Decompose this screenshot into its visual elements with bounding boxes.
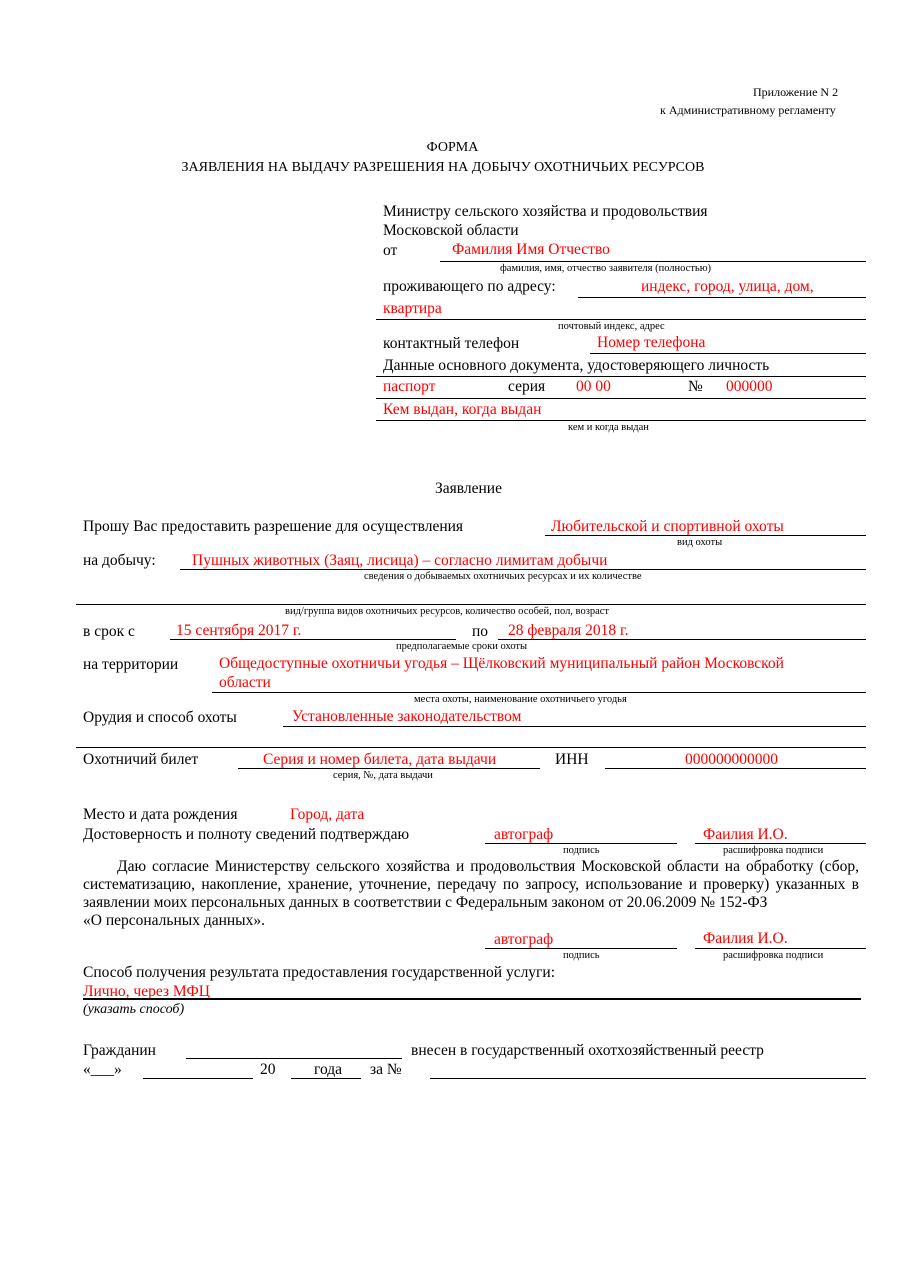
tools-label: Орудия и способ охоты bbox=[83, 709, 237, 726]
registry-month-underline bbox=[143, 1078, 253, 1079]
decode-hint: расшифровка подписи bbox=[723, 845, 824, 856]
birth-field[interactable]: Город, дата bbox=[290, 806, 365, 823]
address-underline-1 bbox=[578, 297, 866, 298]
term-to-field[interactable]: 28 февраля 2018 г. bbox=[508, 622, 629, 639]
prey-hint: сведения о добываемых охотничьих ресурсах и их количестве bbox=[364, 571, 642, 582]
applicant-name-underline bbox=[440, 261, 866, 262]
address-hint: почтовый индекс, адрес bbox=[558, 321, 665, 332]
consent-last-line: «О персональных данных». bbox=[83, 912, 265, 929]
territory-underline bbox=[212, 692, 866, 693]
ticket-label: Охотничий билет bbox=[83, 751, 199, 768]
id-document-label: Данные основного документа, удостоверяющего личность bbox=[383, 357, 770, 374]
decode-underline bbox=[695, 843, 866, 844]
signature2-field[interactable]: автограф bbox=[494, 931, 554, 948]
phone-field[interactable]: Номер телефона bbox=[597, 334, 706, 351]
method-label: Способ получения результата предоставления государственной услуги: bbox=[83, 964, 556, 981]
doc-data-underline bbox=[376, 398, 866, 399]
prey-label: на добычу: bbox=[83, 552, 156, 569]
inn-label: ИНН bbox=[555, 751, 589, 768]
territory-label: на территории bbox=[83, 656, 179, 673]
ticket-underline bbox=[238, 768, 540, 769]
consent-text: Даю согласие Министерству сельского хозяйства и продовольствия Московской области на обработку (сбор, систематизацию, накопление, хранение, уточнение, передачу по запросу, использование и проверку) указанных в заявлении моих персональных данных в соответствии с Федеральным законом от 20.06.2009 № 152-ФЗ bbox=[83, 858, 859, 911]
prey-field[interactable]: Пушных животных (Заяц, лисица) – согласно лимитам добычи bbox=[192, 552, 608, 569]
signature-underline bbox=[485, 843, 677, 844]
term-to-underline bbox=[498, 639, 866, 640]
registry-year-label: года bbox=[314, 1061, 343, 1078]
registry-day: «___» bbox=[83, 1061, 122, 1078]
decode2-underline bbox=[695, 948, 866, 949]
issued-by-hint: кем и когда выдан bbox=[568, 422, 649, 433]
request-label: Прошу Вас предоставить разрешение для осуществления bbox=[83, 518, 464, 535]
address-field-line2[interactable]: квартира bbox=[383, 300, 442, 317]
series-label: серия bbox=[508, 378, 546, 395]
address-field-line1[interactable]: индекс, город, улица, дом, bbox=[641, 278, 814, 295]
registry-year-prefix: 20 bbox=[260, 1061, 276, 1078]
prey-underline bbox=[180, 569, 866, 570]
statement-heading: Заявление bbox=[435, 480, 502, 497]
citizen-underline bbox=[186, 1058, 402, 1059]
signature-hint: подпись bbox=[563, 845, 600, 856]
phone-underline bbox=[590, 353, 866, 354]
method-hint: (указать способ) bbox=[83, 1002, 185, 1017]
species-hint: вид/группа видов охотничьих ресурсов, количество особей, пол, возраст bbox=[285, 606, 610, 617]
term-hint: предполагаемые сроки охоты bbox=[396, 641, 528, 652]
confirm-label: Достоверность и полноту сведений подтверждаю bbox=[83, 826, 410, 843]
applicant-name-hint: фамилия, имя, отчество заявителя (полностью) bbox=[500, 263, 712, 274]
phone-label: контактный телефон bbox=[383, 335, 520, 352]
ticket-hint: серия, №, дата выдачи bbox=[333, 770, 433, 781]
decode-field[interactable]: Фаилия И.О. bbox=[703, 826, 788, 843]
hunt-type-hint: вид охоты bbox=[677, 537, 723, 548]
doc-number-label: № bbox=[688, 378, 703, 395]
address-underline-2 bbox=[376, 319, 866, 320]
tools-underline-2 bbox=[76, 747, 866, 748]
appendix-reference: к Административному регламенту bbox=[660, 103, 836, 117]
doc-number-field[interactable]: 000000 bbox=[726, 378, 773, 395]
territory-field-line1[interactable]: Общедоступные охотничьи угодья – Щёлковский муниципальный район Московской bbox=[219, 655, 784, 672]
hunt-type-field[interactable]: Любительской и спортивной охоты bbox=[551, 518, 784, 535]
method-underline bbox=[83, 998, 861, 1000]
registry-number-label: за № bbox=[370, 1061, 402, 1078]
applicant-name-field[interactable]: Фамилия Имя Отчество bbox=[452, 241, 610, 258]
registry-number-underline bbox=[430, 1078, 866, 1079]
issued-by-field[interactable]: Кем выдан, когда выдан bbox=[383, 401, 542, 418]
addressee-line2: Московской области bbox=[383, 222, 519, 239]
appendix-number: Приложение N 2 bbox=[753, 85, 839, 99]
decode2-hint: расшифровка подписи bbox=[723, 950, 824, 961]
term-from-field[interactable]: 15 сентября 2017 г. bbox=[176, 622, 302, 639]
registry-text: внесен в государственный охотхозяйственный реестр bbox=[411, 1042, 764, 1059]
signature2-underline bbox=[485, 948, 677, 949]
id-document-underline bbox=[376, 376, 866, 377]
signature-field[interactable]: автограф bbox=[494, 826, 554, 843]
address-label: проживающего по адресу: bbox=[383, 278, 556, 295]
ticket-field[interactable]: Серия и номер билета, дата выдачи bbox=[263, 751, 497, 768]
form-title: ФОРМА bbox=[426, 140, 479, 155]
tools-underline bbox=[283, 726, 866, 727]
term-from-underline bbox=[170, 639, 456, 640]
decode2-field[interactable]: Фаилия И.О. bbox=[703, 930, 788, 947]
term-to-label: по bbox=[472, 623, 489, 640]
doc-type-field[interactable]: паспорт bbox=[383, 378, 436, 395]
form-subtitle: ЗАЯВЛЕНИЯ НА ВЫДАЧУ РАЗРЕШЕНИЯ НА ДОБЫЧУ ОХОТНИЧЬИХ РЕСУРСОВ bbox=[181, 160, 705, 175]
citizen-label: Гражданин bbox=[83, 1042, 156, 1059]
tools-field[interactable]: Установленные законодательством bbox=[292, 708, 522, 725]
birth-label: Место и дата рождения bbox=[83, 806, 238, 823]
territory-field-line2[interactable]: области bbox=[219, 674, 271, 691]
addressee-line1: Министру сельского хозяйства и продовольствия bbox=[383, 203, 708, 220]
term-from-label: в срок с bbox=[83, 623, 135, 640]
method-field[interactable]: Лично, через МФЦ bbox=[83, 983, 210, 1000]
from-label: от bbox=[383, 242, 398, 259]
series-field[interactable]: 00 00 bbox=[576, 378, 611, 395]
consent-paragraph bbox=[83, 858, 859, 912]
signature2-hint: подпись bbox=[563, 950, 600, 961]
inn-field[interactable]: 000000000000 bbox=[685, 751, 778, 768]
issued-by-underline bbox=[376, 420, 866, 421]
inn-underline bbox=[605, 768, 866, 769]
species-underline bbox=[76, 604, 866, 605]
territory-hint: места охоты, наименование охотничьего угодья bbox=[414, 694, 627, 705]
hunt-type-underline bbox=[545, 535, 866, 536]
